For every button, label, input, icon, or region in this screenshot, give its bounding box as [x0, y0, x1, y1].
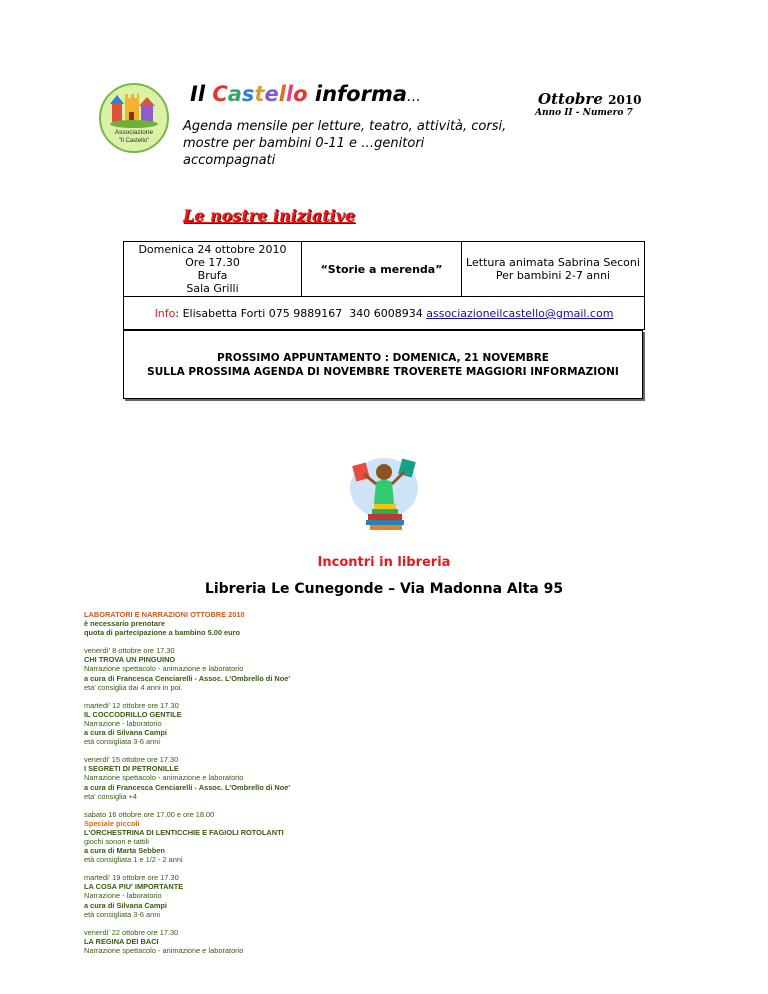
- event-type: Narrazione - laboratorio: [84, 891, 162, 901]
- list-item: [84, 646, 504, 691]
- event-type: giochi sonori e tattili: [84, 836, 149, 846]
- event-age: età consigliata 1 e 1/2 - 2 anni: [84, 855, 183, 865]
- event-age: Per bambini 2-7 anni: [495, 269, 611, 282]
- event-desc: Lettura animata Sabrina Seconi: [466, 256, 640, 269]
- event-type: Narrazione spettacolo - animazione e laboratorio: [84, 773, 244, 783]
- event-title: LA COSA PIU' IMPORTANTE: [84, 882, 184, 892]
- event-date: martedi' 19 ottobre ore 17.30: [84, 873, 179, 883]
- event-date-cell: [124, 242, 302, 296]
- bookstore-address: Libreria Le Cunegonde – Via Madonna Alta 95: [204, 581, 564, 597]
- event-title: I SEGRETI DI PETRONILLE: [84, 764, 179, 774]
- subtitle-line: mostre per bambini 0-11 e …genitori accompagnati: [183, 136, 425, 168]
- event-title-cell: “Storie a merenda”: [302, 242, 462, 296]
- event-age: età consigliata 3-6 anni: [84, 737, 161, 747]
- association-logo: [98, 82, 170, 154]
- newsletter-title: Il Castello informa…: [190, 82, 421, 106]
- list-item: [84, 810, 504, 865]
- list-item: [84, 873, 504, 918]
- svg-text:Associazione: Associazione: [114, 129, 154, 136]
- event-type: Narrazione spettacolo - animazione e laboratorio: [84, 945, 244, 955]
- event-title: CHI TROVA UN PINGUINO: [84, 655, 176, 665]
- event-age: età consigliata 3-6 anni: [84, 909, 161, 919]
- info-label: Info: [154, 307, 176, 320]
- event-title: IL COCCODRILLO GENTILE: [84, 709, 182, 719]
- info-row: [124, 296, 644, 330]
- events-list: [84, 610, 504, 955]
- event-type: Narrazione - laboratorio: [84, 718, 162, 728]
- info-email-link[interactable]: associazioneilcastello@gmail.com: [426, 307, 614, 320]
- event-organizer: a cura di Francesca Cenciarelli - Assoc. L'Ombrello di Noe': [84, 782, 291, 792]
- next-appointment-box: [123, 330, 643, 399]
- event-date: venerdi' 15 ottobre ore 17.30: [84, 755, 179, 765]
- event-desc-cell: [462, 242, 644, 296]
- event-time: Ore 17.30: [185, 256, 240, 269]
- event-date: sabato 16 ottobre ore 17.00 e ore 18.00: [84, 809, 215, 819]
- event-age: eta' consiglia +4: [84, 791, 137, 801]
- event-type: Narrazione spettacolo - animazione e laboratorio: [84, 664, 244, 674]
- next-appointment-line: SULLA PROSSIMA AGENDA DI NOVEMBRE TROVERETE MAGGIORI INFORMAZIONI: [147, 365, 619, 378]
- event-date: martedi' 12 ottobre ore 17.30: [84, 700, 179, 710]
- event-date: Domenica 24 ottobre 2010: [138, 243, 287, 256]
- reader-on-books-image: [346, 452, 422, 532]
- event-special-label: Speciale piccoli: [84, 818, 140, 828]
- newsletter-subtitle: [183, 118, 513, 169]
- event-title: LA REGINA DEI BACI: [84, 936, 159, 946]
- list-item: [84, 755, 504, 800]
- event-organizer: a cura di Marta Sebben: [84, 846, 165, 856]
- events-intro-line: quota di partecipazione a bambino 5.00 euro: [84, 628, 241, 638]
- next-appointment-line: PROSSIMO APPUNTAMENTO : DOMENICA, 21 NOVEMBRE: [217, 351, 549, 364]
- event-table: [123, 241, 645, 330]
- section-title: Le nostre iniziative: [183, 206, 356, 225]
- event-organizer: a cura di Silvana Campi: [84, 900, 167, 910]
- events-intro-title: LABORATORI E NARRAZIONI OTTOBRE 2010: [84, 610, 245, 619]
- info-contacts: : Elisabetta Forti 075 9889167 340 6008934: [175, 307, 427, 320]
- event-age: eta' consiglia dai 4 anni in poi.: [84, 682, 183, 692]
- event-organizer: a cura di Silvana Campi: [84, 728, 167, 738]
- event-place: Brufa: [197, 269, 228, 282]
- event-date: venerdì' 8 ottobre ore 17.30: [84, 646, 175, 656]
- subtitle-line: Agenda mensile per letture, teatro, attività, corsi,: [183, 119, 507, 134]
- issue-month: Ottobre 2010: [538, 90, 642, 108]
- event-venue: Sala Grilli: [186, 282, 239, 295]
- list-item: [84, 928, 504, 955]
- issue-number: Anno II - Numero 7: [535, 108, 633, 118]
- list-item: [84, 701, 504, 746]
- event-title: L'ORCHESTRINA DI LENTICCHIE E FAGIOLI ROTOLANTI: [84, 827, 284, 837]
- event-organizer: a cura di Francesca Cenciarelli - Assoc. L'Ombrello di Noe': [84, 673, 291, 683]
- bookstore-section-title: Incontri in libreria: [317, 555, 451, 570]
- event-date: venerdi' 22 ottobre ore 17.30: [84, 927, 179, 937]
- svg-text:"Il Castello": "Il Castello": [118, 138, 150, 144]
- events-intro: [84, 610, 504, 637]
- events-intro-line: è necessario prenotare: [84, 619, 165, 629]
